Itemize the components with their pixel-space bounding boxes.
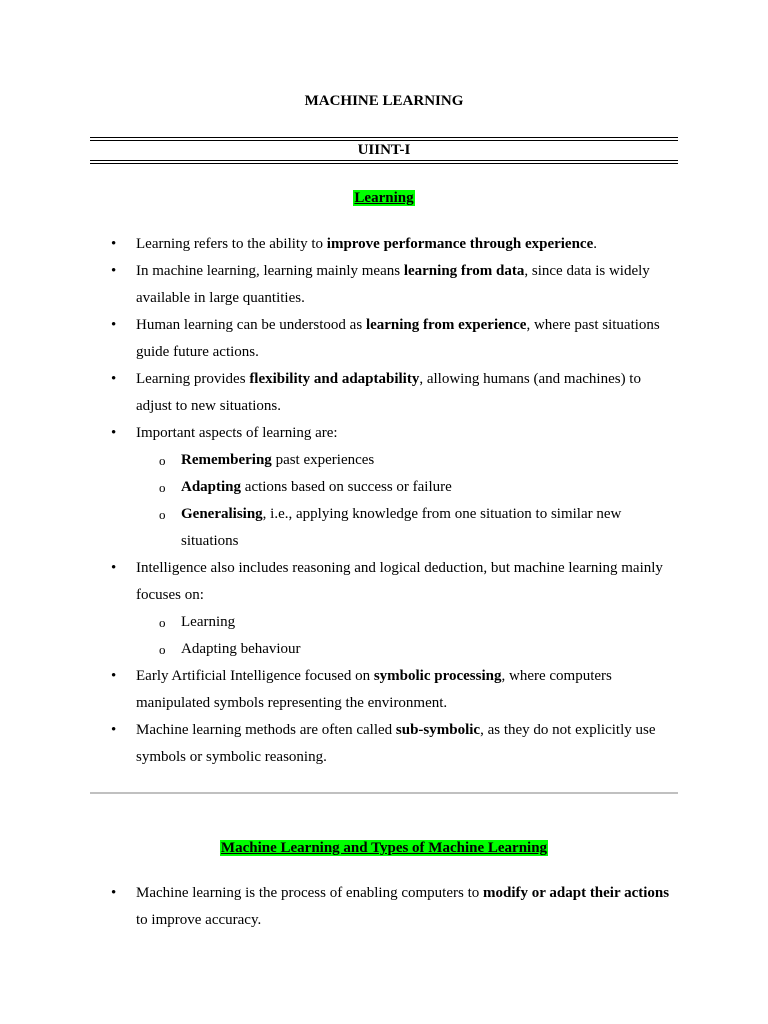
section-divider (90, 792, 678, 794)
types-bullet-list (90, 880, 680, 934)
list-item: • Important aspects of learning are: o Remembering past experiences o Adapting actions based on success or failure o Generalising, i.e., applying knowledge from one situation to similar new situations (90, 420, 680, 555)
sublist-item: o Generalising, i.e., applying knowledge from one situation to similar new situations (136, 501, 680, 555)
section-heading-text: Learning (354, 190, 414, 206)
section-heading-learning (0, 190, 768, 207)
sublist-item: o Adapting behaviour (136, 636, 680, 663)
section-heading-types (0, 840, 768, 857)
list-item: • Early Artificial Intelligence focused on symbolic processing, where computers manipulated symbols representing the environment. (90, 663, 680, 717)
sublist-item: o Remembering past experiences (136, 447, 680, 474)
list-item: • Intelligence also includes reasoning and logical deduction, but machine learning mainly focuses on: o Learning o Adapting behaviour (90, 555, 680, 663)
list-item: • Machine learning is the process of enabling computers to modify or adapt their actions to improve accuracy. (90, 880, 680, 934)
sublist-item: o Learning (136, 609, 680, 636)
unit-rule-top (90, 137, 678, 141)
unit-title: UIINT-I (357, 142, 411, 158)
list-item: • Learning provides flexibility and adaptability, allowing humans (and machines) to adjust to new situations. (90, 366, 680, 420)
document-title: MACHINE LEARNING (304, 93, 464, 109)
focus-sublist (136, 609, 680, 663)
list-item: • Human learning can be understood as learning from experience, where past situations guide future actions. (90, 312, 680, 366)
aspects-sublist (136, 447, 680, 555)
learning-bullet-list (90, 231, 680, 771)
section-heading-text: Machine Learning and Types of Machine Learning (220, 840, 548, 856)
list-item: • Learning refers to the ability to improve performance through experience. (90, 231, 680, 258)
sublist-item: o Adapting actions based on success or failure (136, 474, 680, 501)
list-item: • Machine learning methods are often called sub-symbolic, as they do not explicitly use symbols or symbolic reasoning. (90, 717, 680, 771)
list-item: • In machine learning, learning mainly means learning from data, since data is widely available in large quantities. (90, 258, 680, 312)
unit-rule-bottom (90, 160, 678, 164)
